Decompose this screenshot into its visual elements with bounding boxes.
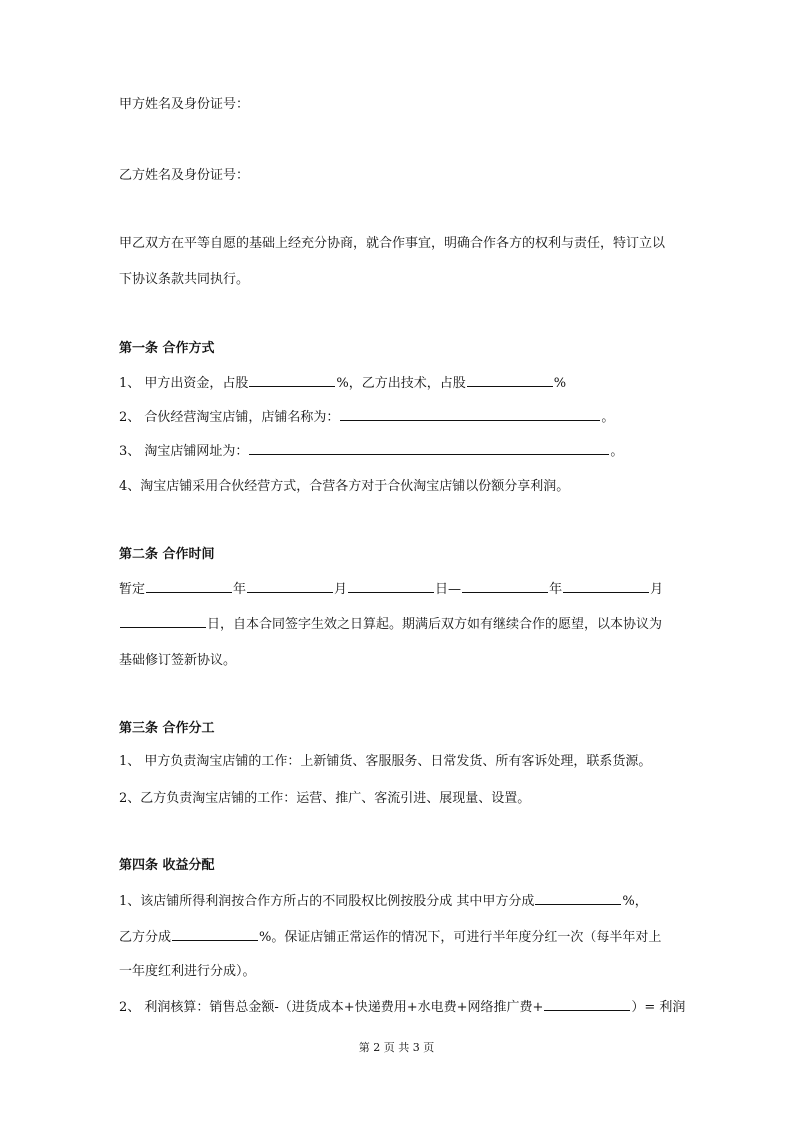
s2-month: 月 bbox=[334, 582, 348, 597]
party-a-line: 甲方姓名及身份证号： bbox=[119, 97, 250, 112]
other-cost-blank[interactable] bbox=[544, 998, 630, 1011]
section-3-item-2: 2、乙方负责淘宝店铺的工作：运营、推广、客流引进、展现量、设置。 bbox=[119, 791, 531, 806]
s4-l1-text-b: %， bbox=[622, 894, 648, 909]
end-day-blank[interactable] bbox=[120, 615, 206, 628]
section-3-title: 第三条 合作分工 bbox=[119, 721, 215, 736]
s1-i1-text-a: 1、 甲方出资金，占股 bbox=[119, 376, 249, 391]
section-2-line-1 bbox=[119, 580, 689, 599]
equity-a-blank[interactable] bbox=[249, 374, 335, 387]
start-year-blank[interactable] bbox=[146, 580, 232, 593]
section-1-item-2 bbox=[119, 408, 689, 427]
s1-i3-text-a: 3、 淘宝店铺网址为： bbox=[119, 444, 249, 459]
s2-year: 年 bbox=[233, 582, 247, 597]
s4-l2-text-b: %。保证店铺正常运作的情况下，可进行半年度分红一次（每半年对上 bbox=[259, 930, 662, 945]
s2-day-to: 日— bbox=[435, 582, 462, 597]
section-4-title: 第四条 收益分配 bbox=[119, 858, 215, 873]
intro-line-1: 甲乙双方在平等自愿的基础上经充分协商，就合作事宜，明确合作各方的权利与责任，特订立以 bbox=[119, 236, 666, 251]
section-1-item-3 bbox=[119, 442, 689, 461]
equity-b-blank[interactable] bbox=[467, 374, 553, 387]
section-1-item-4: 4、淘宝店铺采用合伙经营方式，合营各方对于合伙淘宝店铺以份额分享利润。 bbox=[119, 479, 570, 494]
s1-i1-text-c: % bbox=[553, 376, 567, 391]
s1-i1-text-b: %，乙方出技术，占股 bbox=[336, 376, 466, 391]
share-a-blank[interactable] bbox=[535, 892, 621, 905]
intro-line-2: 下协议条款共同执行。 bbox=[119, 272, 250, 287]
s4-l4-text-b: ）= 利润 bbox=[631, 1000, 686, 1015]
s4-l2-text-a: 乙方分成 bbox=[119, 930, 172, 945]
section-4-line-1 bbox=[119, 892, 689, 911]
section-4-line-4 bbox=[119, 998, 689, 1017]
start-month-blank[interactable] bbox=[247, 580, 333, 593]
shop-name-blank[interactable] bbox=[340, 408, 600, 421]
section-3-item-1: 1、 甲方负责淘宝店铺的工作：上新铺货、客服服务、日常发货、所有客诉处理，联系货源。 bbox=[119, 754, 652, 769]
end-month-blank[interactable] bbox=[563, 580, 649, 593]
section-1-title: 第一条 合作方式 bbox=[119, 341, 215, 356]
page-number-footer: 第 2 页 共 3 页 bbox=[358, 1041, 435, 1054]
s1-i2-text-a: 2、 合伙经营淘宝店铺，店铺名称为： bbox=[119, 410, 340, 425]
s4-l4-text-a: 2、 利润核算：销售总金额-（进货成本+快递费用+水电费+网络推广费+ bbox=[119, 1000, 544, 1015]
s2-l2-text: 日，自本合同签字生效之日算起。期满后双方如有继续合作的愿望，以本协议为 bbox=[207, 617, 663, 632]
share-b-blank[interactable] bbox=[172, 928, 258, 941]
section-2-line-3: 基础修订签新协议。 bbox=[119, 653, 237, 668]
section-4-line-2 bbox=[119, 928, 689, 947]
section-4-line-3: 一年度红利进行分成）。 bbox=[119, 964, 256, 979]
s4-l1-text-a: 1、该店铺所得利润按合作方所占的不同股权比例按股分成 其中甲方分成 bbox=[119, 894, 535, 909]
end-year-blank[interactable] bbox=[462, 580, 548, 593]
party-b-line: 乙方姓名及身份证号： bbox=[119, 168, 250, 183]
s2-year2: 年 bbox=[549, 582, 563, 597]
start-day-blank[interactable] bbox=[348, 580, 434, 593]
s1-i2-text-b: 。 bbox=[601, 410, 615, 425]
section-2-line-2 bbox=[119, 615, 689, 634]
section-2-title: 第二条 合作时间 bbox=[119, 547, 215, 562]
s1-i3-text-b: 。 bbox=[610, 444, 624, 459]
section-1-item-1 bbox=[119, 374, 689, 393]
shop-url-blank[interactable] bbox=[249, 442, 609, 455]
s2-pre: 暂定 bbox=[119, 582, 146, 597]
s2-month2: 月 bbox=[650, 582, 664, 597]
